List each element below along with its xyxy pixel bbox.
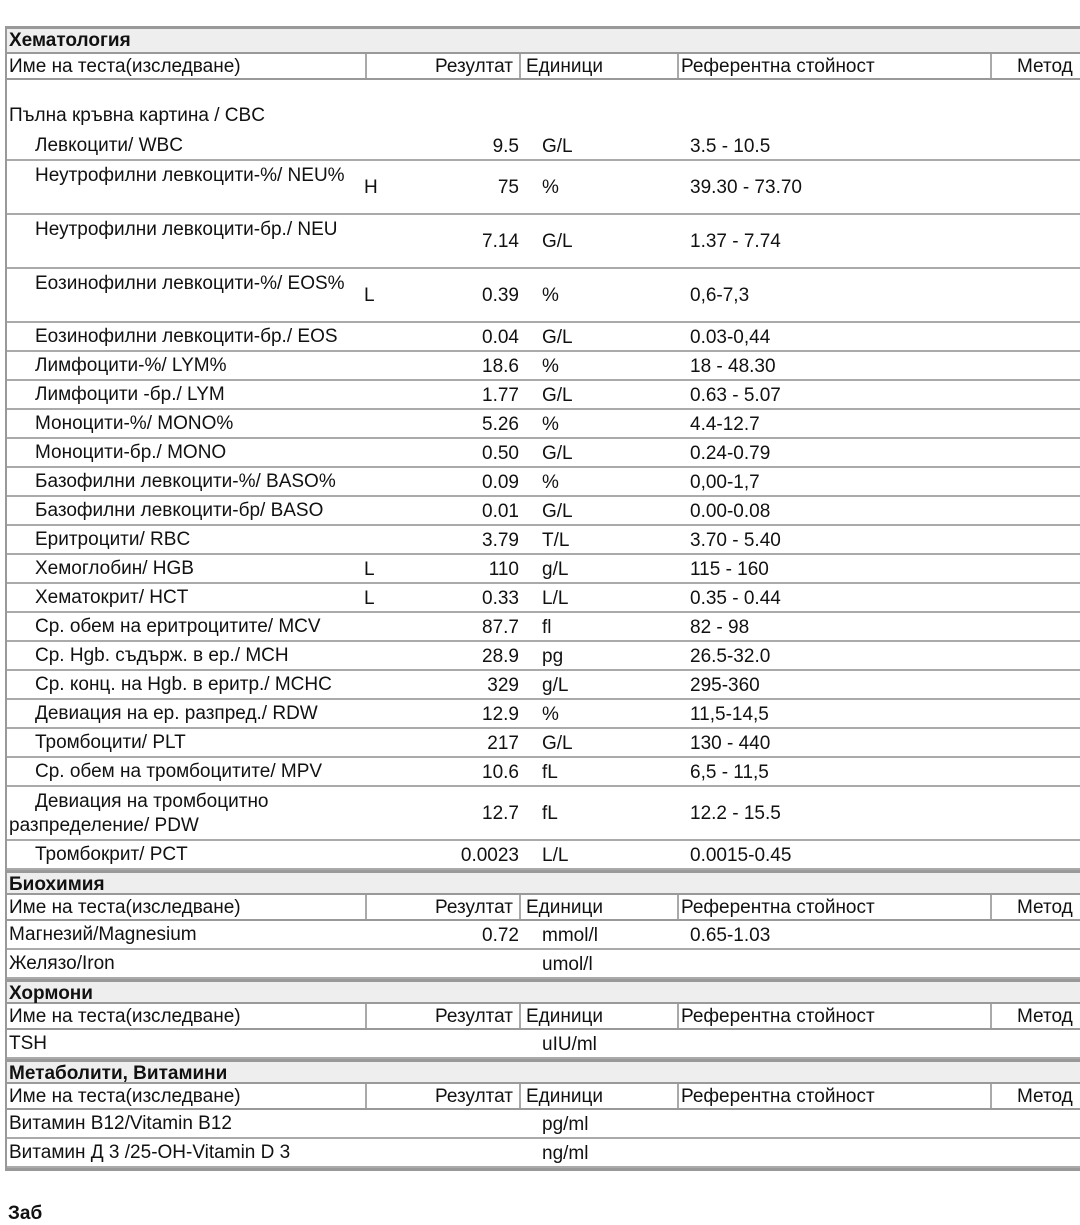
test-name: Желязо/Iron <box>9 953 115 974</box>
result-units: % <box>542 471 559 493</box>
test-name: Тромбоцити/ PLT <box>35 732 186 753</box>
result-units: % <box>542 703 559 725</box>
table-row <box>7 526 1080 555</box>
column-header-reference: Референтна стойност <box>679 1084 992 1108</box>
test-name: Лимфоцити -бр./ LYM <box>35 384 225 405</box>
reference-range: 12.2 - 15.5 <box>690 803 781 824</box>
result-value: 0.01 <box>482 500 519 522</box>
table-row <box>7 1030 1080 1059</box>
test-name: Девиация на тромбоцитно разпределение/ PDW <box>9 791 269 836</box>
test-name: Еритроцити/ RBC <box>35 529 191 550</box>
column-header-units: Единици <box>521 54 679 78</box>
column-header-units: Единици <box>521 1084 679 1108</box>
table-row <box>7 269 1080 323</box>
result-value: 87.7 <box>482 616 519 638</box>
section-title: Биохимия <box>7 870 1080 895</box>
result-units: % <box>542 177 559 198</box>
test-name: Базофилни левкоцити-бр/ BASO <box>35 500 324 521</box>
result-units: fl <box>542 616 552 638</box>
result-value: 0.0023 <box>460 844 519 866</box>
column-header-units: Единици <box>521 895 679 919</box>
table-row <box>7 1139 1080 1168</box>
reference-range: 0.24-0.79 <box>690 442 771 464</box>
footer-note: Заб <box>8 1203 43 1224</box>
column-header-result: Резултат <box>365 1084 521 1108</box>
reference-range: 3.70 - 5.40 <box>690 529 781 551</box>
result-units: fL <box>542 761 558 783</box>
reference-range: 82 - 98 <box>690 616 750 638</box>
result-units: % <box>542 413 559 435</box>
column-header-name: Име на теста(изследване) <box>7 54 367 78</box>
column-header-result: Резултат <box>365 54 521 78</box>
result-units: G/L <box>542 231 573 252</box>
result-value: 12.7 <box>482 803 519 824</box>
result-units: L/L <box>542 844 569 866</box>
table-row <box>7 497 1080 526</box>
test-name: TSH <box>9 1033 47 1054</box>
panel-subtitle: Пълна кръвна картина / CBC <box>9 105 265 126</box>
result-value: 329 <box>487 674 519 696</box>
test-name: Хемоглобин/ HGB <box>35 558 194 579</box>
table-row <box>7 700 1080 729</box>
result-units: % <box>542 285 559 306</box>
reference-range: 0.0015-0.45 <box>690 844 792 866</box>
lab-results-table <box>5 26 1080 1171</box>
reference-range: 295-360 <box>690 674 760 696</box>
result-units: G/L <box>542 500 573 522</box>
test-name: Еозинофилни левкоцити-бр./ EOS <box>35 326 338 347</box>
column-header-row <box>7 1084 1080 1110</box>
section-title: Хематология <box>7 29 1080 54</box>
table-row <box>7 555 1080 584</box>
table-row <box>7 410 1080 439</box>
reference-range: 0.63 - 5.07 <box>690 384 781 406</box>
test-name: Моноцити-бр./ MONO <box>35 442 227 463</box>
section-title: Хормони <box>7 979 1080 1004</box>
reference-range: 0,6-7,3 <box>690 285 750 306</box>
table-row <box>7 381 1080 410</box>
result-units: G/L <box>542 732 573 754</box>
test-name: Ср. Hgb. съдърж. в ер./ MCH <box>35 645 289 666</box>
reference-range: 39.30 - 73.70 <box>690 177 802 198</box>
test-name: Еозинофилни левкоцити-%/ EOS% <box>35 273 345 294</box>
column-header-method: Метод <box>1017 1006 1073 1027</box>
column-header-method: Метод <box>1017 56 1073 77</box>
test-name: Неутрофилни левкоцити-бр./ NEU <box>35 219 338 240</box>
table-row <box>7 584 1080 613</box>
result-value: 1.77 <box>482 384 519 406</box>
result-units: G/L <box>542 326 573 348</box>
result-flag: L <box>364 285 375 306</box>
result-units: G/L <box>542 384 573 406</box>
column-header-units: Единици <box>521 1004 679 1028</box>
result-units: T/L <box>542 529 570 551</box>
column-header-method: Метод <box>1017 897 1073 918</box>
result-value: 0.72 <box>482 924 519 946</box>
result-units: mmol/l <box>542 924 598 946</box>
reference-range: 0.00-0.08 <box>690 500 771 522</box>
reference-range: 130 - 440 <box>690 732 771 754</box>
table-row <box>7 758 1080 787</box>
column-header-result: Резултат <box>365 895 521 919</box>
column-header-name: Име на теста(изследване) <box>7 1004 367 1028</box>
test-name: Моноцити-%/ MONO% <box>35 413 234 434</box>
table-row <box>7 215 1080 269</box>
table-row <box>7 468 1080 497</box>
reference-range: 3.5 - 10.5 <box>690 135 771 157</box>
reference-range: 115 - 160 <box>690 558 769 580</box>
column-header-method: Метод <box>1017 1086 1073 1107</box>
result-value: 7.14 <box>482 231 519 252</box>
result-value: 10.6 <box>482 761 519 783</box>
column-header-reference: Референтна стойност <box>679 895 992 919</box>
test-name: Тромбокрит/ PCT <box>35 844 188 865</box>
reference-range: 0.03-0,44 <box>690 326 771 348</box>
column-header-reference: Референтна стойност <box>679 1004 992 1028</box>
result-value: 110 <box>488 558 519 580</box>
result-value: 3.79 <box>482 529 519 551</box>
table-row <box>7 613 1080 642</box>
test-name: Ср. обем на тромбоцитите/ MPV <box>35 761 323 782</box>
reference-range: 0,00-1,7 <box>690 471 760 493</box>
table-row <box>7 323 1080 352</box>
result-flag: L <box>364 558 375 580</box>
result-value: 0.09 <box>482 471 519 493</box>
test-name: Витамин Д 3 /25-OH-Vitamin D 3 <box>9 1142 291 1163</box>
test-name: Витамин B12/Vitamin B12 <box>9 1113 232 1134</box>
result-units: g/L <box>542 674 569 696</box>
result-value: 0.39 <box>482 285 519 306</box>
test-name: Ср. конц. на Hgb. в еритр./ MCHC <box>35 674 332 695</box>
reference-range: 0.35 - 0.44 <box>690 587 781 609</box>
result-value: 12.9 <box>482 703 519 725</box>
result-units: G/L <box>542 442 573 464</box>
table-row <box>7 787 1080 841</box>
result-units: pg/ml <box>542 1113 589 1135</box>
column-header-name: Име на теста(изследване) <box>7 895 367 919</box>
table-row <box>7 950 1080 979</box>
reference-range: 1.37 - 7.74 <box>690 231 781 252</box>
table-row <box>7 161 1080 215</box>
result-value: 18.6 <box>482 355 519 377</box>
result-units: pg <box>542 645 564 667</box>
test-name: Базофилни левкоцити-%/ BASO% <box>35 471 336 492</box>
table-row <box>7 729 1080 758</box>
column-header-row <box>7 895 1080 921</box>
reference-range: 18 - 48.30 <box>690 355 776 377</box>
result-units: g/L <box>542 558 569 580</box>
test-name: Левкоцити/ WBC <box>35 135 183 156</box>
table-row <box>7 132 1080 161</box>
test-name: Лимфоцити-%/ LYM% <box>35 355 227 376</box>
column-header-row <box>7 54 1080 80</box>
column-header-name: Име на теста(изследване) <box>7 1084 367 1108</box>
reference-range: 11,5-14,5 <box>690 703 769 725</box>
column-header-row <box>7 1004 1080 1030</box>
result-units: fL <box>542 803 558 824</box>
result-flag: H <box>364 177 378 198</box>
result-units: uIU/ml <box>542 1033 597 1055</box>
table-row <box>7 921 1080 950</box>
result-units: umol/l <box>542 953 593 975</box>
result-value: 0.33 <box>482 587 519 609</box>
result-value: 0.04 <box>482 326 519 348</box>
table-row <box>7 352 1080 381</box>
reference-range: 0.65-1.03 <box>690 924 771 946</box>
reference-range: 6,5 - 11,5 <box>690 761 769 783</box>
result-units: L/L <box>542 587 569 609</box>
section-title: Метаболити, Витамини <box>7 1059 1080 1084</box>
result-units: ng/ml <box>542 1142 589 1164</box>
result-units: G/L <box>542 135 573 157</box>
column-header-reference: Референтна стойност <box>679 54 992 78</box>
column-header-result: Резултат <box>365 1004 521 1028</box>
reference-range: 4.4-12.7 <box>690 413 760 435</box>
table-row <box>7 439 1080 468</box>
table-row <box>7 841 1080 870</box>
table-row <box>7 642 1080 671</box>
result-value: 217 <box>487 732 519 754</box>
result-value: 5.26 <box>482 413 519 435</box>
test-name: Хематокрит/ HCT <box>35 587 189 608</box>
test-name: Магнезий/Magnesium <box>9 924 197 945</box>
result-flag: L <box>364 587 375 609</box>
test-name: Неутрофилни левкоцити-%/ NEU% <box>35 165 345 186</box>
table-row <box>7 671 1080 700</box>
result-value: 75 <box>497 177 519 198</box>
result-value: 9.5 <box>492 135 519 157</box>
result-value: 0.50 <box>482 442 519 464</box>
reference-range: 26.5-32.0 <box>690 645 771 667</box>
table-row <box>7 1110 1080 1139</box>
test-name: Ср. обем на еритроцитите/ MCV <box>35 616 321 637</box>
result-units: % <box>542 355 559 377</box>
result-value: 28.9 <box>482 645 519 667</box>
test-name: Девиация на ер. разпред./ RDW <box>35 703 318 724</box>
